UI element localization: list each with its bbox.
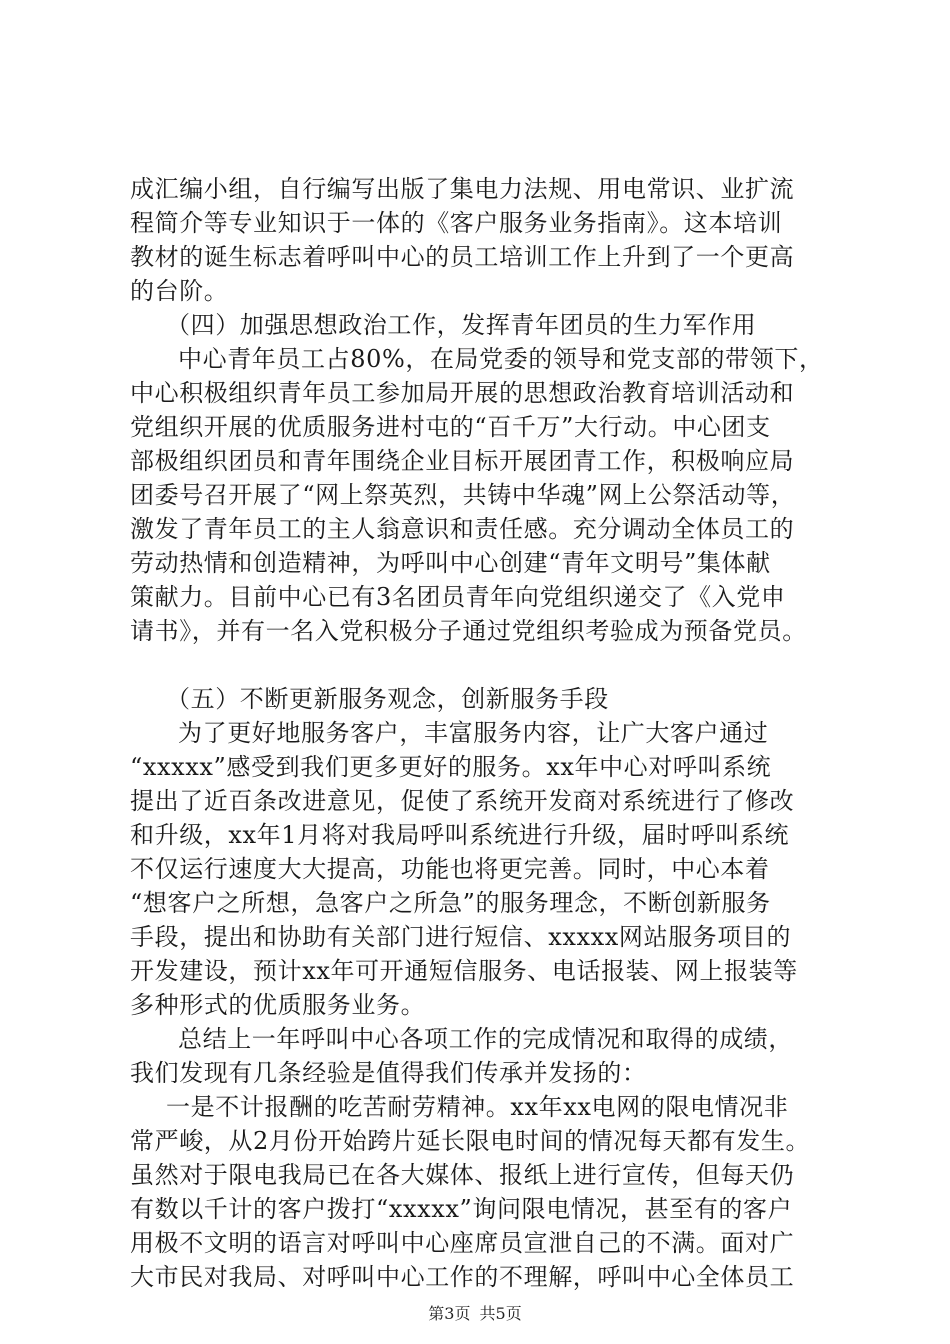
text-line: 总结上一年呼叫中心各项工作的完成情况和取得的成绩， bbox=[178, 1025, 793, 1053]
text-line: “想客户之所想，急客户之所急”的服务理念，不断创新服务 bbox=[130, 889, 771, 917]
paragraph-gap bbox=[130, 648, 850, 682]
text-line: 策献力。目前中心已有3名团员青年向党组织递交了《入党申 bbox=[130, 583, 786, 611]
text-line: 我们发现有几条经验是值得我们传承并发扬的： bbox=[130, 1059, 647, 1087]
text-line: 部极组织团员和青年围绕企业目标开展团青工作，积极响应局 bbox=[130, 447, 795, 475]
text-line: “xxxxx”感受到我们更多更好的服务。xx年中心对呼叫系统 bbox=[130, 753, 772, 781]
text-line: 和升级，xx年1月将对我局呼叫系统进行升级，届时呼叫系统 bbox=[130, 821, 790, 849]
section-heading: （五）不断更新服务观念，创新服务手段 bbox=[166, 685, 609, 713]
text-line: 中心积极组织青年员工参加局开展的思想政治教育培训活动和 bbox=[130, 379, 795, 407]
text-line: 手段，提出和协助有关部门进行短信、xxxxx网站服务项目的 bbox=[130, 923, 792, 951]
text-line: 的台阶。 bbox=[130, 277, 229, 305]
text-line: 团委号召开展了“网上祭英烈，共铸中华魂”网上公祭活动等， bbox=[130, 481, 796, 509]
page-footer bbox=[0, 1304, 950, 1324]
page-number: 第3页 bbox=[428, 1304, 471, 1323]
text-line: 程简介等专业知识于一体的《客户服务业务指南》。这本培训 bbox=[130, 209, 783, 237]
document-body bbox=[130, 172, 850, 1294]
text-line: 用极不文明的语言对呼叫中心座席员宣泄自己的不满。面对广 bbox=[130, 1229, 795, 1257]
text-line: 成汇编小组，自行编写出版了集电力法规、用电常识、业扩流 bbox=[130, 175, 795, 203]
text-line: 为了更好地服务客户，丰富服务内容，让广大客户通过 bbox=[178, 719, 769, 747]
text-line: 虽然对于限电我局已在各大媒体、报纸上进行宣传，但每天仍 bbox=[130, 1161, 795, 1189]
text-line: 党组织开展的优质服务进村屯的“百千万”大行动。中心团支 bbox=[130, 413, 771, 441]
text-line: 激发了青年员工的主人翁意识和责任感。充分调动全体员工的 bbox=[130, 515, 795, 543]
text-line: 提出了近百条改进意见，促使了系统开发商对系统进行了修改 bbox=[130, 787, 795, 815]
text-line: 请书》，并有一名入党积极分子通过党组织考验成为预备党员。 bbox=[130, 617, 807, 645]
text-line: 大市民对我局、对呼叫中心工作的不理解，呼叫中心全体员工 bbox=[130, 1263, 795, 1291]
text-line: 中心青年员工占80%，在局党委的领导和党支部的带领下， bbox=[178, 345, 824, 373]
page-total: 共5页 bbox=[479, 1304, 522, 1323]
text-line: 教材的诞生标志着呼叫中心的员工培训工作上升到了一个更高 bbox=[130, 243, 795, 271]
text-line: 有数以千计的客户拨打“xxxxx”询问限电情况，甚至有的客户 bbox=[130, 1195, 793, 1223]
text-line: 常严峻，从2月份开始跨片延长限电时间的情况每天都有发生。 bbox=[130, 1127, 811, 1155]
text-line: 劳动热情和创造精神，为呼叫中心创建“青年文明号”集体献 bbox=[130, 549, 771, 577]
section-heading: （四）加强思想政治工作，发挥青年团员的生力军作用 bbox=[166, 311, 757, 339]
text-line: 多种形式的优质服务业务。 bbox=[130, 991, 426, 1019]
text-line: 开发建设，预计xx年可开通短信服务、电话报装、网上报装等 bbox=[130, 957, 798, 985]
text-line: 不仅运行速度大大提高，功能也将更完善。同时，中心本着 bbox=[130, 855, 770, 883]
text-line: 一是不计报酬的吃苦耐劳精神。xx年xx电网的限电情况非 bbox=[166, 1093, 789, 1121]
